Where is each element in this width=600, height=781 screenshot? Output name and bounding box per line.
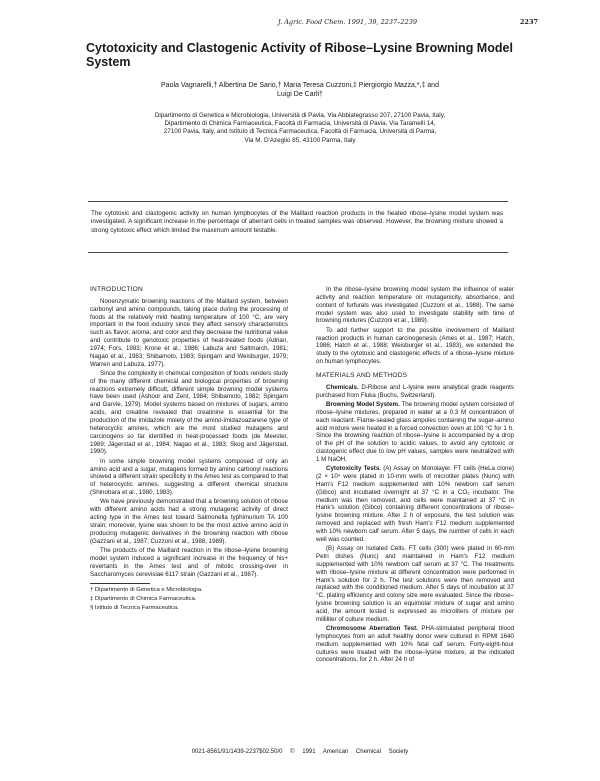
issn-code: 0021-8561/91/1439-2237$02.50/0 [191, 749, 283, 755]
author-line: Paola Vagnarelli,† Albertina De Sario,† Maria Teresa Cuzzoni,‡ Piergiorgio Mazza,*,‡ and [161, 82, 439, 89]
footnote: § Istituto di Tecnica Farmaceutica. [90, 605, 179, 612]
run-in-heading: Cytotoxicity Tests. [326, 465, 382, 473]
section-heading-introduction: INTRODUCTION [90, 286, 143, 293]
abstract-top-rule [88, 201, 508, 202]
body-paragraph: The products of the Maillard reaction in the ribose–lysine browning model system induced a significant increase in the frequency of his+ revertants in the Ames test and of mitotic crossing-over in Saccharomyces cerevisiae 6117 strain (Gazzani et al., 1987). [90, 547, 288, 578]
abstract: The cytotoxic and clastogenic activity on human lymphocytes of the Maillard reaction products in the heated ribose–lysine model system was investigated. A significant increase in the percentage of aberrant cells in treated samples was observed. However, the browning mixture showed a strong cytotoxic effect which limited the maximum amount testable. [91, 210, 503, 234]
method-paragraph [316, 401, 514, 464]
method-paragraph [316, 465, 514, 543]
body-paragraph: Nonenzymatic browning reactions of the Maillard system, between carbonyl and amino compounds, taking place during the processing of foods at the relatively mild heating temperature of 100 °C, are very important in the food industry since they affect sensory characteristics such as flavor, aroma, and color and they decrease the nutritional value and contribute to genotoxic properties of heat-treated foods (Adrian, 1974; Fors, 1983; Krone et al., 1986; Labuza and Saltmarch, 1981; Nagao et al., 1983; Shibamoto, 1983; Spingarn and Weisburger, 1979; Warren and Labuza, 1977). [90, 297, 288, 368]
article-title: Cytotoxicity and Clastogenic Activity of Ribose–Lysine Browning Model System [86, 41, 513, 69]
method-text: (A) Assay on Monolayer. FT cells (HeLa clone) (2 × 10⁴ were plated in 10-mm wells of microtiter plates (Nunc) with Ham's F12 medium supplemented with 10% newborn calf serum (Gibco) and incubated overnight at 37 °C in a CO₂ incubator. The medium was then removed, and cells were maintained at 37 °C in Hank's solution (Gibco) containing different concentrations of ribose–lysine browning mixture. After 2 h of exposure, the test solution was removed and replaced with fresh Ham's F12 medium supplemented with 10% newborn calf serum. After 5 days, the number of cells in each well was counted. [316, 465, 514, 543]
method-text: (B) Assay on Isolated Cells. FT cells (300) were plated in 60-mm Petri dishes (Nunc) and maintained in Ham's F12 medium supplemented with 10% newborn calf serum at 37 °C. The treatments with ribose–lysine mixture at different concentration were performed in Hank's solution for 2 h. The test solutions were then removed and replaced with the conditioned medium. After 5 days of incubation at 37 °C, plating efficiency and colony size were evaluated. Since the ribose–lysine browning solution is an equimolar mixture of sugar and amino acid, the amount tested is expressed as microliters of mixture per milliliter of culture medium. [316, 545, 514, 623]
run-in-heading: Chemicals. [326, 383, 359, 391]
affiliation-line: Via M. D'Azeglio 85, 43100 Parma, Italy [244, 136, 356, 144]
method-text: PHA-stimulated peripheral blood lymphocytes from an adult healthy donor were cultured in RPMI 1640 medium supplemented with 10% fetal calf serum. Forty-eight-hour cultures were treated with the ribose–lysine mixture, at the indicated concentrations, for 2 h. After 24 h of [316, 625, 514, 664]
right-column [316, 286, 514, 666]
body-paragraph: We have previously demonstrated that a browning solution of ribose with different amino acids had a strong mutagenic activity of direct acting type in the Ames test toward Salmonella typhimurium TA 100 strain; moreover, lysine was shown to be the most active amino acid in producing mutagenic derivatives in the browning reaction with ribose (Gazzani et al., 1987; Cuzzoni et al., 1988, 1989). [90, 498, 288, 545]
method-text: The browning model system consisted of ribose–lysine mixtures, prepared in water at a 0.3 M concentration of each reactant. Flame-sealed glass ampules containing the sugar–amino acid mixture were heated in a forced convection oven at 100 °C for 1 h. Since the browning reaction of ribose–lysine is accompanied by a drop of the pH of the solution to acidic values, to avoid any cytotoxic or clastogenic effect due to low pH values, samples were neutralized with 1 M NaOH. [316, 400, 514, 463]
run-in-heading: Chromosome Aberration Test. [326, 625, 418, 633]
body-paragraph: Since the complexity in chemical composition of foods renders study of the many different chemical and biological properties of browning reactions extremely difficult, different simple browning model systems have been used (Ashoor and Zent, 1984; Shibamoto, 1982; Spingarn and Garvie, 1979). Model systems based on mixtures of sugars, amino acids, and creatine revealed that creatinine is essential for the production of the imidazole moiety of the amino-imidazoazarene type of heterocyclic amines, which are the most studied mutagens and carcinogens so far identified in heat-processed foods (de Meester, 1989; Jägerstad et al., 1984; Nagao et al., 1983; Skog and Jägerstad, 1990). [90, 369, 288, 456]
section-heading-materials-methods: MATERIALS AND METHODS [316, 371, 408, 379]
affiliations [60, 112, 540, 145]
method-paragraph [316, 625, 514, 664]
page-footer [60, 749, 540, 755]
copyright: © 1991 American Chemical Society [290, 749, 409, 755]
page-number: 2237 [519, 18, 538, 26]
affiliation-line: Dipartimento di Genetica e Microbiologia, Università di Pavia, Via Abbiategrasso 207, 27100 Pavia, Italy, [154, 112, 446, 119]
footnote: ‡ Dipartimento di Chimica Farmaceutica. [90, 596, 197, 603]
journal-citation: J. Agric. Food Chem. 1991, 39, 2237–2239 [278, 18, 417, 26]
footnote-rule [90, 583, 150, 584]
left-column [90, 286, 288, 614]
footnote: † Dipartimento di Genetica e Microbiologia. [90, 587, 203, 594]
author-line: Luigi De Carli† [277, 91, 323, 98]
affiliation-line: Dipartimento di Chimica Farmaceutica, Facoltà di Farmacia, Università di Pavia, Via Taramelli 14, [164, 120, 436, 128]
body-paragraph: In the ribose–lysine browning model system the influence of water activity and reaction temperature on mutagenicity, absorbance, and content of furfurals was investigated (Cuzzoni et al., 1988). The same model system was also used to investigate stability with time of browning mixtures (Cuzzoni et al., 1989). [316, 286, 514, 325]
method-paragraph [316, 384, 514, 400]
abstract-bottom-rule [88, 252, 508, 253]
affiliation-line: 27100 Pavia, Italy, and Istituto di Tecnica Farmaceutica, Facoltà di Farmacia, Università di Parma, [163, 128, 437, 136]
method-paragraph [316, 545, 514, 623]
body-paragraph: In some simple browning model systems composed of only an amino acid and a sugar, mutagens formed by amino carbonyl reactions showed a different strain specificity in the Ames test as compared to that of heterocyclic amines, suggesting a different chemical structure (Shinohara et al., 1980, 1983). [90, 457, 288, 497]
author-list [70, 81, 530, 99]
run-in-heading: Browning Model System. [326, 400, 400, 408]
method-text: D-Ribose and L-lysine were analytical grade reagents purchased from Fluka (Buchs, Switzerland). [316, 383, 514, 399]
body-paragraph: To add further support to the possible involvement of Maillard reaction products in human carcinogenesis (Ames et al., 1987; Hatch, 1986; Hatch et al., 1988; Weisburger et al., 1983), we extended the study to the cytotoxic and clastogenic effects of a ribose–lysine mixture on human lymphocytes. [316, 326, 514, 366]
